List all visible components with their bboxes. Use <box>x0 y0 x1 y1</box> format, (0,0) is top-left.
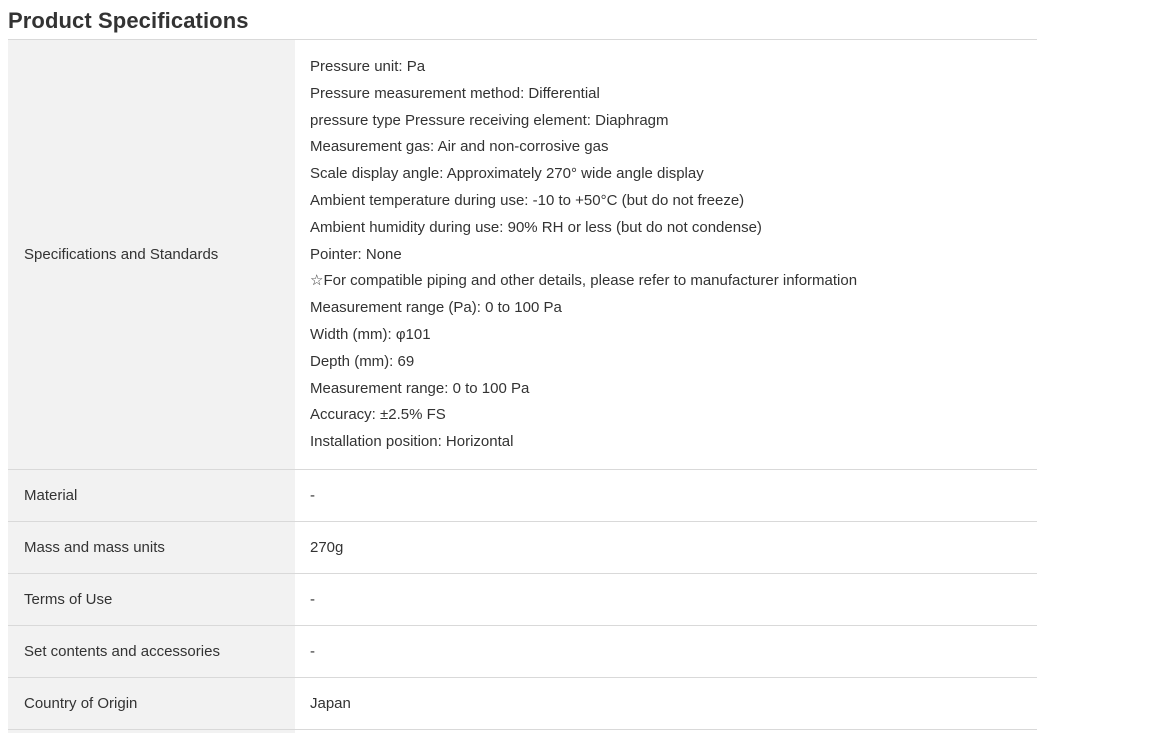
spec-value: - <box>310 591 315 608</box>
spec-value: Japan <box>310 695 351 712</box>
spec-line: Measurement range: 0 to 100 Pa <box>310 379 530 397</box>
spec-label: Material <box>8 470 295 521</box>
spec-value-list <box>295 40 1037 469</box>
spec-line: Pressure measurement method: Differential <box>310 84 600 102</box>
spec-row-mass <box>8 522 1037 574</box>
spec-row-country-of-origin <box>8 678 1037 730</box>
spec-label: Set contents and accessories <box>8 626 295 677</box>
spec-row-specifications <box>8 40 1037 470</box>
spec-line: Ambient temperature during use: -10 to +50°C (but do not freeze) <box>310 191 745 209</box>
spec-row-terms-of-use <box>8 574 1037 626</box>
spec-label: Terms of Use <box>8 574 295 625</box>
spec-line: Pressure unit: Pa <box>310 58 426 75</box>
spec-line: pressure type Pressure receiving element: Diaphragm <box>310 111 669 129</box>
spec-value: 270g <box>310 539 344 556</box>
spec-line: Depth (mm): 69 <box>310 352 415 370</box>
spec-value: - <box>310 487 315 504</box>
spec-line: Scale display angle: Approximately 270° wide angle display <box>310 165 704 183</box>
spec-line: Measurement range (Pa): 0 to 100 Pa <box>310 299 562 317</box>
spec-row-set-contents <box>8 626 1037 678</box>
spec-table <box>8 39 1037 733</box>
spec-row-material <box>8 470 1037 522</box>
spec-line: Installation position: Horizontal <box>310 433 514 451</box>
spec-label: Mass and mass units <box>8 522 295 573</box>
section-title: Product Specifications <box>8 8 249 33</box>
spec-line: Accuracy: ±2.5% FS <box>310 406 446 424</box>
spec-line: Ambient humidity during use: 90% RH or less (but do not condense) <box>310 218 762 236</box>
spec-line: Width (mm): φ101 <box>310 325 431 343</box>
spec-line: Measurement gas: Air and non-corrosive gas <box>310 138 609 156</box>
spec-label: Country of Origin <box>8 678 295 729</box>
spec-line: ☆For compatible piping and other details, please refer to manufacturer information <box>310 272 858 290</box>
spec-label: Specifications and Standards <box>8 40 295 469</box>
spec-line: Pointer: None <box>310 245 402 263</box>
spec-value: - <box>310 643 315 660</box>
